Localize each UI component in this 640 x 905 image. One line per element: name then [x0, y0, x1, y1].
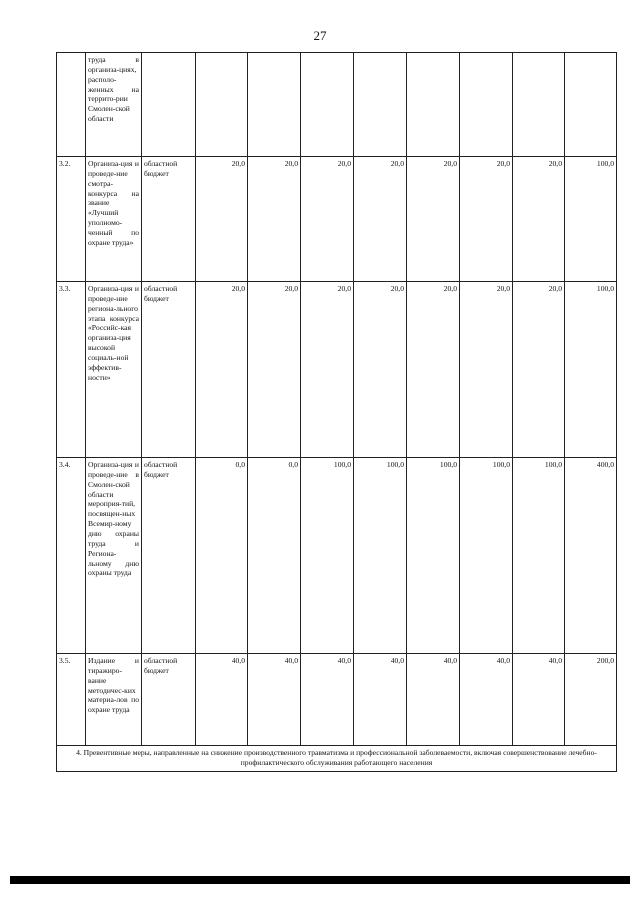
value-cell: 20,0 [407, 282, 460, 458]
value-cell: 20,0 [301, 282, 354, 458]
value-cell [196, 53, 248, 157]
value-cell: 40,0 [460, 654, 513, 746]
table-row [57, 157, 617, 282]
value-cell: 40,0 [248, 654, 301, 746]
row-number: 3.2. [57, 157, 86, 282]
value-cell: 100,0 [513, 458, 565, 654]
row-number [57, 53, 86, 157]
value-cell: 20,0 [301, 157, 354, 282]
value-cell: 100,0 [301, 458, 354, 654]
table-row [57, 282, 617, 458]
value-cell: 40,0 [354, 654, 407, 746]
value-cell: 20,0 [196, 282, 248, 458]
value-cell: 100,0 [460, 458, 513, 654]
total-cell: 100,0 [565, 282, 617, 458]
table-row-continuation [57, 53, 617, 157]
activity-name: Издание и тиражиро-вание методичес-ких материа-лов по охране труда [86, 654, 142, 746]
section-heading: 4. Превентивные меры, направленные на снижение производственного травматизма и профессиональной заболеваемости, включая совершенствование лечебно-профилактического обслуживания работающего населения [57, 746, 617, 772]
value-cell [301, 53, 354, 157]
value-cell [407, 53, 460, 157]
value-cell: 20,0 [248, 157, 301, 282]
funding-source: областной бюджет [142, 282, 196, 458]
funding-source: областной бюджет [142, 458, 196, 654]
activity-name: Организа-ция и проведе-ние смотра-конкурса на звание «Лучший уполномо-ченный по охране труда» [86, 157, 142, 282]
value-cell: 20,0 [407, 157, 460, 282]
value-cell: 20,0 [354, 282, 407, 458]
table-row [57, 654, 617, 746]
total-cell [565, 53, 617, 157]
value-cell: 20,0 [460, 282, 513, 458]
funding-source [142, 53, 196, 157]
value-cell: 40,0 [513, 654, 565, 746]
funding-source: областной бюджет [142, 157, 196, 282]
funding-source: областной бюджет [142, 654, 196, 746]
value-cell: 20,0 [354, 157, 407, 282]
value-cell [354, 53, 407, 157]
program-table [56, 52, 617, 772]
value-cell: 0,0 [248, 458, 301, 654]
value-cell [248, 53, 301, 157]
value-cell: 20,0 [513, 157, 565, 282]
value-cell: 40,0 [407, 654, 460, 746]
total-cell: 100,0 [565, 157, 617, 282]
value-cell: 20,0 [196, 157, 248, 282]
value-cell: 20,0 [248, 282, 301, 458]
row-number: 3.3. [57, 282, 86, 458]
table-row [57, 458, 617, 654]
activity-name: труда в организа-циях, располо-женных на террито-рии Смолен-ской области [86, 53, 142, 157]
row-number: 3.5. [57, 654, 86, 746]
value-cell: 100,0 [407, 458, 460, 654]
value-cell: 40,0 [196, 654, 248, 746]
page-number: 27 [313, 28, 327, 43]
total-cell: 200,0 [565, 654, 617, 746]
activity-name: Организа-ция и проведе-ние региона-льного этапа конкурса «Российс-кая организа-ция высокой социаль-ной эффектив-ности» [86, 282, 142, 458]
row-number: 3.4. [57, 458, 86, 654]
value-cell: 0,0 [196, 458, 248, 654]
value-cell: 20,0 [460, 157, 513, 282]
total-cell: 400,0 [565, 458, 617, 654]
value-cell [460, 53, 513, 157]
activity-name: Организа-ция и проведе-ние в Смолен-ской области мероприя-тий, посвящен-ных Всемир-ному дню охраны труда и Регионa-льному дню охраны труда [86, 458, 142, 654]
value-cell: 100,0 [354, 458, 407, 654]
value-cell: 40,0 [301, 654, 354, 746]
value-cell: 20,0 [513, 282, 565, 458]
section-heading-row [57, 746, 617, 772]
value-cell [513, 53, 565, 157]
scan-edge-bar [10, 876, 630, 884]
